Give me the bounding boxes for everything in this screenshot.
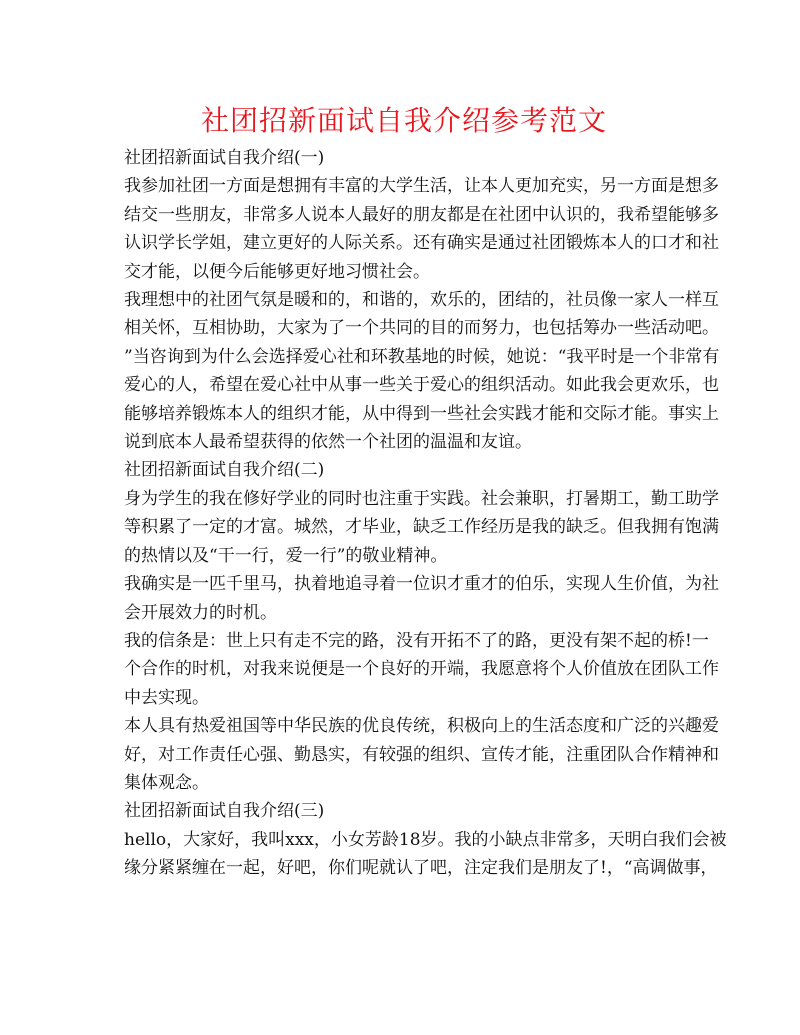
paragraph-line: 我参加社团一方面是想拥有丰富的大学生活，让本人更加充实，另一方面是想多	[124, 176, 719, 197]
paragraph-line: 的热情以及“干一行，爱一行”的敬业精神。	[124, 545, 448, 566]
paragraph-line: 我的信条是：世上只有走不完的路，没有开拓不了的路，更没有架不起的桥!一	[124, 630, 709, 651]
paragraph-line: ”当咨询到为什么会选择爱心社和环教基地的时候，她说：“我平时是一个非常有	[124, 346, 720, 367]
section-heading-2: 社团招新面试自我介绍(二)	[124, 460, 325, 481]
paragraph-line: 交才能，以便今后能够更好地习惯社会。	[124, 261, 430, 282]
paragraph-line: 个合作的时机，对我来说便是一个良好的开端，我愿意将个人价值放在团队工作	[124, 659, 719, 680]
section-heading-3: 社团招新面试自我介绍(三)	[124, 801, 325, 822]
paragraph-line: 中去实现。	[124, 687, 209, 708]
document-title: 社团招新面试自我介绍参考范文	[200, 104, 607, 137]
paragraph-line: 认识学长学姐，建立更好的人际关系。还有确实是通过社团锻炼本人的口才和社	[124, 233, 719, 254]
document-body	[124, 144, 727, 883]
paragraph-line: 我理想中的社团气氛是暖和的，和谐的，欢乐的，团结的，社员像一家人一样互	[124, 290, 719, 311]
paragraph-line: hello，大家好，我叫xxx，小女芳龄18岁。我的小缺点非常多，天明白我们会被	[124, 829, 727, 850]
paragraph-line: 爱心的人，希望在爱心社中从事一些关于爱心的组织活动。如此我会更欢乐，也	[124, 375, 719, 396]
paragraph-line: 能够培养锻炼本人的组织才能，从中得到一些社会实践才能和交际才能。事实上	[124, 403, 719, 424]
paragraph-line: 会开展效力的时机。	[124, 602, 277, 623]
section-heading-1: 社团招新面试自我介绍(一)	[124, 148, 325, 168]
paragraph-line: 本人具有热爱祖国等中华民族的优良传统，积极向上的生活态度和广泛的兴趣爱	[124, 716, 719, 737]
paragraph-line: 我确实是一匹千里马，执着地追寻着一位识才重才的伯乐，实现人生价值，为社	[124, 574, 719, 595]
paragraph-line: 等积累了一定的才富。城然，才毕业，缺乏工作经历是我的缺乏。但我拥有饱满	[124, 517, 719, 538]
paragraph-line: 结交一些朋友，非常多人说本人最好的朋友都是在社团中认识的，我希望能够多	[124, 204, 719, 225]
paragraph-line: 好，对工作责任心强、勤恳实，有较强的组织、宣传才能，注重团队合作精神和	[124, 744, 719, 765]
paragraph-line: 集体观念。	[124, 772, 209, 793]
paragraph-line: 缘分紧紧缠在一起，好吧，你们呢就认了吧，注定我们是朋友了!，“高调做事，	[124, 858, 718, 879]
paragraph-line: 相关怀，互相协助，大家为了一个共同的目的而努力，也包括筹办一些活动吧。	[124, 318, 719, 339]
paragraph-line: 身为学生的我在修好学业的同时也注重于实践。社会兼职，打暑期工，勤工助学	[124, 488, 719, 509]
paragraph-line: 说到底本人最希望获得的依然一个社团的温温和友谊。	[124, 432, 532, 453]
